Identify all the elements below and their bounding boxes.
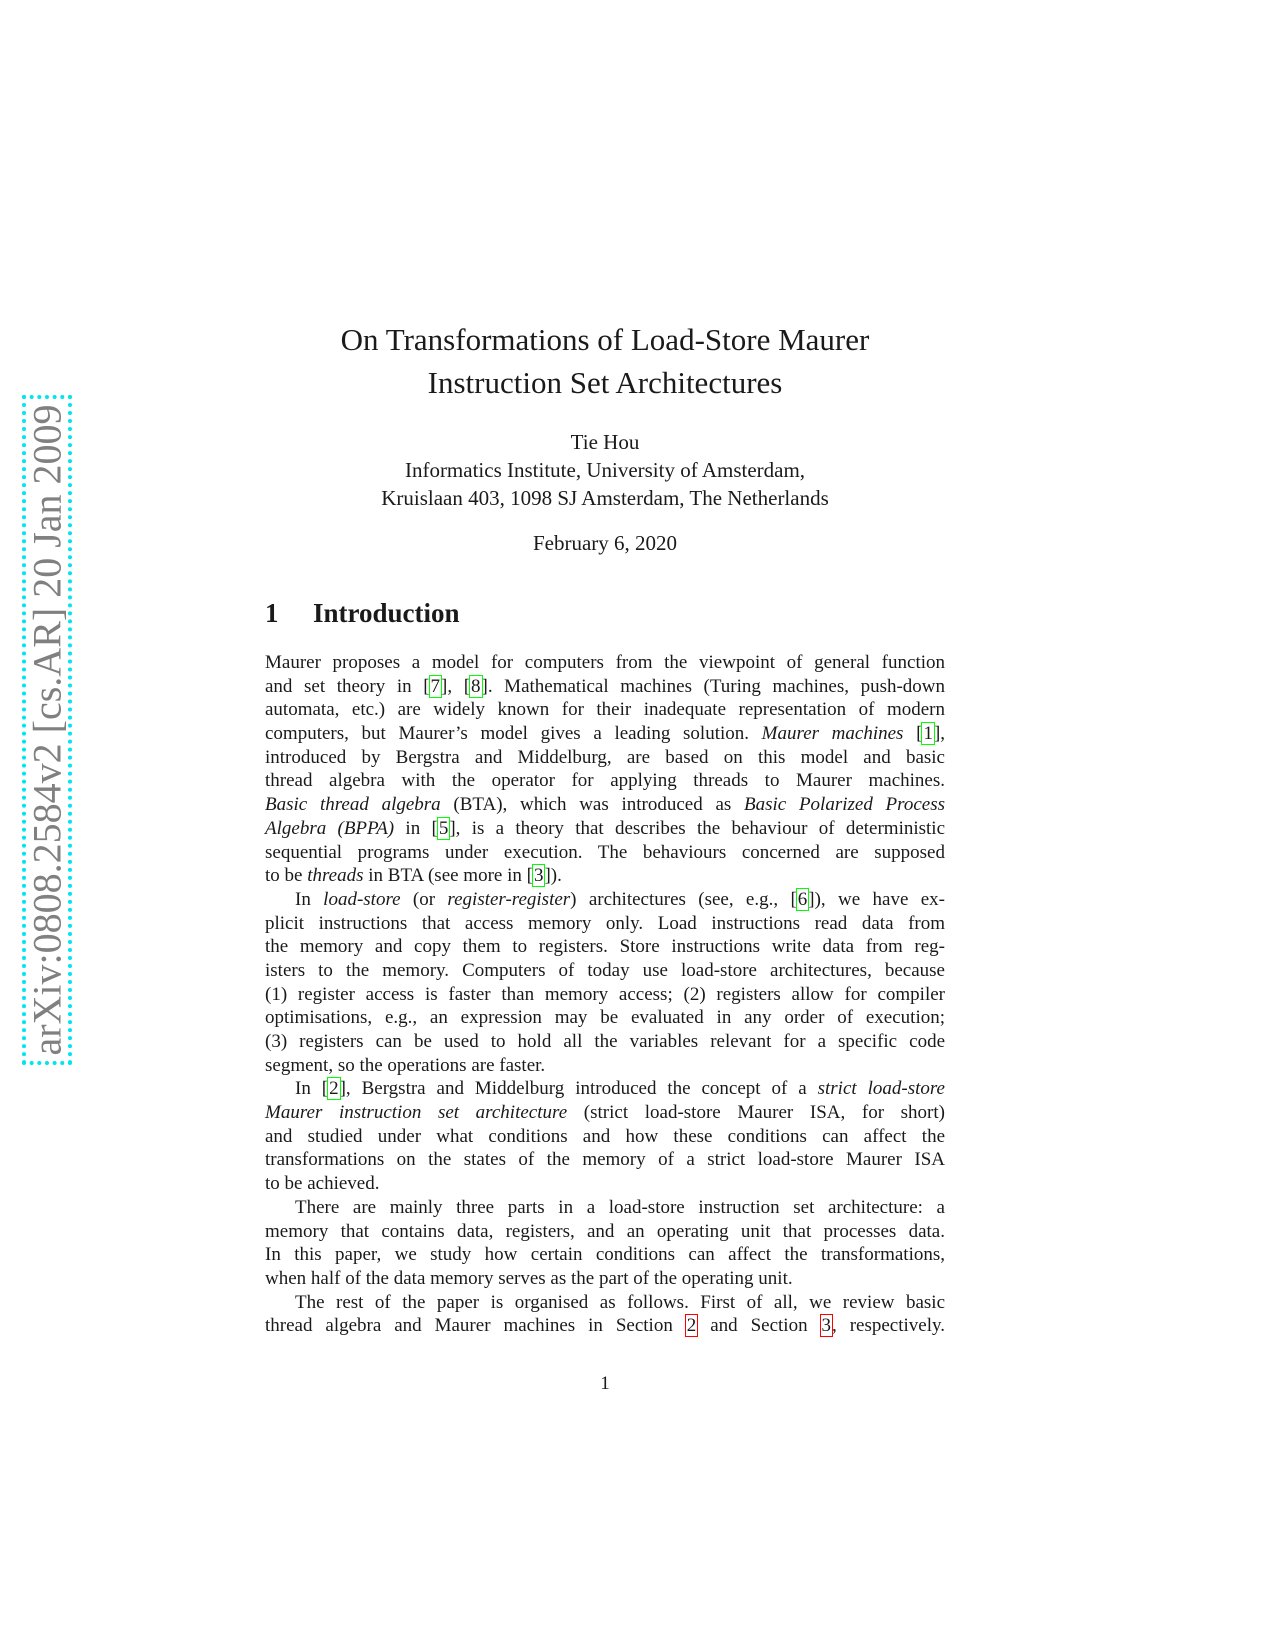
- text-line: [265, 651, 945, 675]
- citation-number[interactable]: 6: [797, 888, 808, 910]
- text: optimisations, e.g., an expression may be evaluated in any order of execution;: [265, 1007, 945, 1029]
- text: , is a theory that describes the behaviour of deterministic: [455, 817, 946, 839]
- citation-link[interactable]: [8]: [463, 675, 488, 697]
- section-ref-link[interactable]: 2: [686, 1315, 697, 1337]
- citation-number[interactable]: 8: [471, 675, 481, 697]
- text: introduced by Bergstra and Middelburg, are based on this model and basic: [265, 746, 945, 768]
- text-line: [265, 1077, 945, 1101]
- text: In: [295, 1078, 322, 1100]
- text: , Bergstra and Middelburg introduced the concept of a: [345, 1078, 818, 1100]
- author-block: [0, 428, 1210, 512]
- text-line: [265, 1101, 945, 1125]
- author-affiliation: Informatics Institute, University of Amsterdam,: [404, 458, 806, 482]
- text-line: [265, 912, 945, 936]
- citation-link[interactable]: [7]: [423, 675, 448, 697]
- text: and set theory in: [265, 675, 424, 697]
- italic-term: Algebra (BPPA): [265, 817, 395, 839]
- text-line: [265, 1267, 945, 1291]
- text: isters to the memory. Computers of today use load-store architectures, because: [265, 959, 945, 981]
- text: The rest of the paper is organised as follows. First of all, we review basic: [295, 1291, 945, 1313]
- arxiv-id: arXiv:0808.2584v2 [cs.AR] 20 Jan 2009: [24, 404, 70, 1056]
- author-address: Kruislaan 403, 1098 SJ Amsterdam, The Netherlands: [381, 486, 829, 510]
- italic-term: strict load-store: [817, 1078, 945, 1100]
- citation-number[interactable]: 2: [329, 1078, 339, 1100]
- paragraph: [265, 651, 945, 888]
- text-line: [265, 746, 945, 770]
- text-line: [265, 935, 945, 959]
- italic-term: load-store: [323, 888, 401, 910]
- title-line: Instruction Set Architectures: [427, 365, 783, 400]
- paragraph: [265, 1077, 945, 1195]
- text: sequential programs under execution. The behaviours concerned are supposed: [265, 841, 945, 863]
- text-line: [265, 675, 945, 699]
- text: plicit instructions that access memory only. Load instructions read data from: [265, 912, 945, 934]
- text: [903, 723, 916, 744]
- text-line: [265, 1054, 945, 1078]
- text: In this paper, we study how certain conditions can affect the transformations,: [265, 1244, 945, 1266]
- author-name: Tie Hou: [570, 430, 640, 454]
- text: (strict load-store Maurer ISA, for short): [567, 1102, 945, 1124]
- text: computers, but Maurer’s model gives a leading solution.: [265, 723, 762, 745]
- text: memory that contains data, registers, and an operating unit that processes data.: [265, 1220, 945, 1242]
- text-line: [265, 1148, 945, 1172]
- section-number: 1: [265, 598, 279, 628]
- title-line: On Transformations of Load-Store Maurer: [340, 322, 870, 357]
- citation-link[interactable]: [1]: [916, 723, 941, 745]
- text-line: [265, 983, 945, 1007]
- body-text: [265, 651, 945, 1338]
- text: transformations on the states of the memory of a strict load-store Maurer ISA: [265, 1149, 945, 1171]
- text-line: [265, 817, 945, 841]
- section-heading: [265, 598, 460, 629]
- text: thread algebra and Maurer machines in Section: [265, 1315, 686, 1337]
- text-line: [265, 1220, 945, 1244]
- text: (1) register access is faster than memory access; (2) registers allow for compiler: [265, 983, 945, 1005]
- text-line: [265, 959, 945, 983]
- text: thread algebra with the operator for applying threads to Maurer machines.: [265, 770, 945, 792]
- text: (BTA), which was introduced as: [440, 794, 744, 816]
- text-line: [265, 1006, 945, 1030]
- citation-number[interactable]: 3: [533, 865, 544, 887]
- text: to be achieved.: [265, 1173, 380, 1195]
- text-line: [265, 1125, 945, 1149]
- text-line: [265, 1030, 945, 1054]
- citation-link[interactable]: [5]: [431, 817, 456, 839]
- paragraph: [265, 1196, 945, 1291]
- text-line: [265, 841, 945, 865]
- paragraph: [265, 1291, 945, 1338]
- italic-term: Maurer instruction set architecture: [265, 1102, 568, 1124]
- text-line: [265, 1314, 945, 1338]
- text: Maurer proposes a model for computers from the viewpoint of general function: [265, 652, 945, 673]
- text: in: [394, 817, 432, 839]
- citation-link[interactable]: [3]: [526, 865, 551, 887]
- text: automata, etc.) are widely known for their inadequate representation of modern: [265, 699, 945, 721]
- text: ,: [940, 723, 946, 745]
- paper-date: February 6, 2020: [532, 531, 678, 555]
- text: in BTA (see more in: [363, 865, 527, 887]
- text: There are mainly three parts in a load-store instruction set architecture: a: [295, 1196, 945, 1218]
- text: (or: [400, 888, 448, 910]
- citation-number[interactable]: 1: [923, 723, 933, 745]
- italic-term: Maurer machines: [761, 723, 904, 745]
- text-line: [265, 1196, 945, 1220]
- text-line: [265, 793, 945, 817]
- citation-link[interactable]: [2]: [321, 1078, 346, 1100]
- text-line: [265, 769, 945, 793]
- text: when half of the data memory serves as the part of the operating unit.: [265, 1267, 793, 1289]
- text: , respectively.: [832, 1315, 946, 1337]
- text: (3) registers can be used to hold all the variables relevant for a specific code: [265, 1031, 945, 1052]
- text-line: [265, 722, 945, 746]
- text-line: [265, 888, 945, 912]
- section-title: Introduction: [313, 598, 460, 628]
- text: to be: [265, 865, 308, 887]
- text-line: [265, 698, 945, 722]
- italic-term: Basic Polarized Process: [744, 794, 946, 816]
- text: ).: [550, 865, 562, 887]
- page-number: 1: [600, 1373, 610, 1394]
- text-line: [265, 1243, 945, 1267]
- citation-number[interactable]: 7: [430, 675, 441, 697]
- text: segment, so the operations are faster.: [265, 1054, 546, 1076]
- paragraph: [265, 888, 945, 1078]
- text: the memory and copy them to registers. Store instructions write data from reg-: [265, 936, 945, 958]
- italic-term: threads: [307, 865, 364, 887]
- citation-link[interactable]: [6]: [790, 888, 815, 910]
- text: and studied under what conditions and how these conditions can affect the: [265, 1125, 945, 1147]
- section-ref-link[interactable]: 3: [821, 1315, 832, 1337]
- text: and Section: [697, 1315, 821, 1337]
- paper-title: [0, 318, 1210, 404]
- text: ), we have ex-: [814, 888, 945, 910]
- text-line: [265, 1291, 945, 1315]
- italic-term: register-register: [447, 888, 571, 910]
- text: ) architectures (see, e.g.,: [570, 888, 791, 910]
- text-line: [265, 864, 945, 888]
- text: In: [295, 888, 324, 910]
- text: ,: [447, 675, 464, 697]
- text: . Mathematical machines (Turing machines, push-down: [487, 675, 946, 697]
- text-line: [265, 1172, 945, 1196]
- citation-number[interactable]: 5: [438, 817, 449, 839]
- italic-term: Basic thread algebra: [265, 794, 441, 816]
